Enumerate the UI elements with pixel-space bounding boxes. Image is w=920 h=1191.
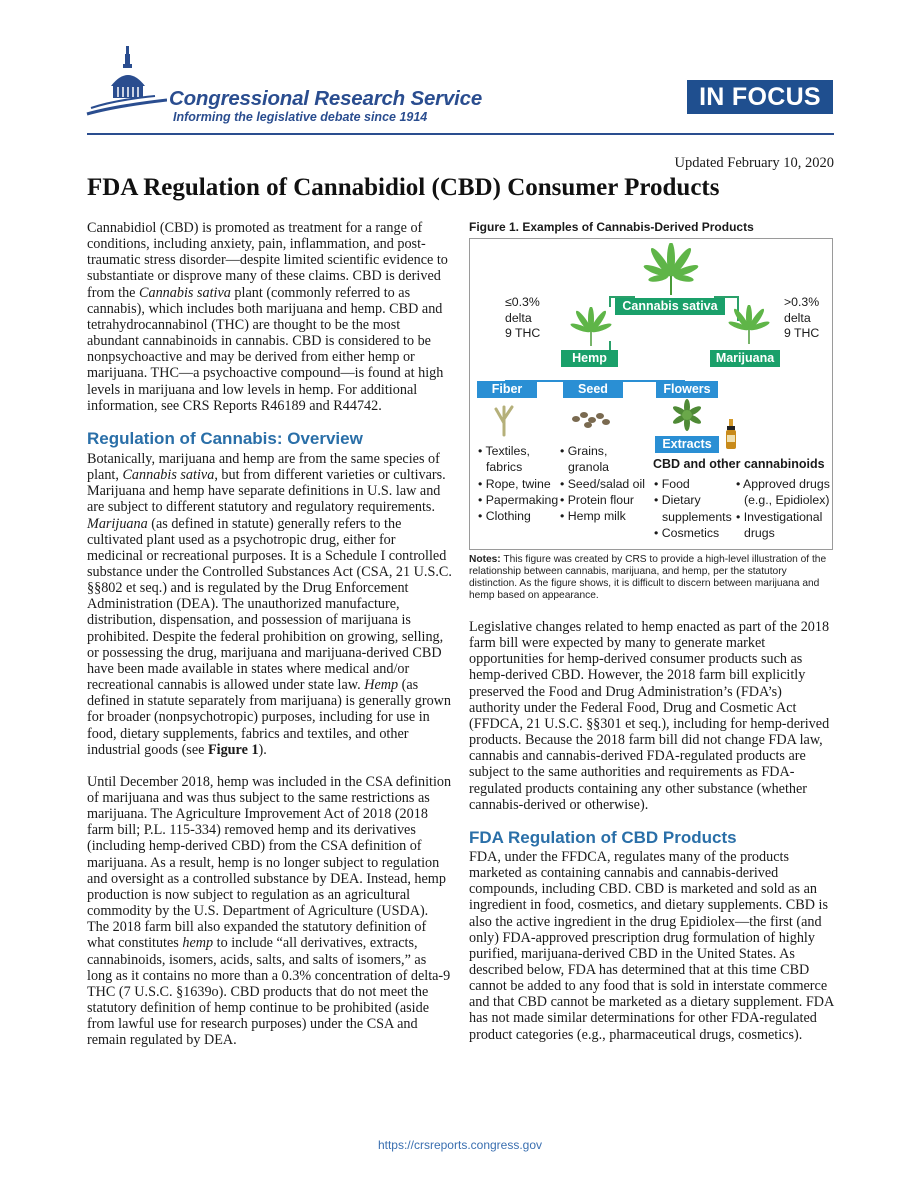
flower-bud-icon [670, 399, 704, 431]
right-column [469, 619, 835, 1043]
page-title: FDA Regulation of Cannabidiol (CBD) Consumer Products [87, 174, 720, 201]
oil-dropper-bottle-icon [724, 419, 738, 451]
org-name: Congressional Research Service [169, 87, 483, 110]
seed-label: Seed [563, 381, 623, 398]
seeds-icon [566, 405, 616, 431]
flowers-label: Flowers [656, 381, 718, 398]
intro-paragraph: Cannabidiol (CBD) is promoted as treatment for a range of conditions, including anxiety, pain, inflammation, and post-traumatic stress disorder—despite limited scientific evidence to substantiate or disprove many of these claims. CBD is derived from the Cannabis sativa plant (commonly referred to as cannabis), which includes both marijuana and hemp. CBD and tetrahydrocannabinol (THC) are thought to be the most abundant cannabinoids in cannabis. CBD is considered to be nonpsychoactive and may be derived from either hemp or marijuana. THC—a psychoactive compound—is found at high levels in marijuana and low levels in hemp. For additional information, see CRS Reports R46189 and R44742. [87, 220, 448, 414]
updated-date: Updated February 10, 2020 [674, 155, 834, 171]
cannabis-sativa-label: Cannabis sativa [615, 298, 725, 315]
fiber-label: Fiber [477, 381, 537, 398]
left-column [87, 220, 453, 1049]
figure-notes: Notes: This figure was created by CRS to provide a high-level illustration of the relationship between cannabis, marijuana, and hemp, per the statutory distinction. As the figure shows, it is difficult to discern between marijuana and hemp based on appearance. [469, 554, 827, 601]
capitol-dome-logo [85, 40, 167, 120]
figure-1 [469, 238, 833, 550]
extract-products-list-left: • Food • Dietary supplements • Cosmetics [654, 477, 732, 540]
footer-url[interactable]: https://crsreports.congress.gov [377, 1138, 543, 1152]
fiber-products-list: • Textiles, fabrics • Rope, twine • Papermaking • Clothing [478, 444, 559, 524]
in-focus-badge: IN FOCUS [687, 80, 833, 114]
cbd-heading: CBD and other cannabinoids [653, 457, 825, 471]
overview-paragraph: Botanically, marijuana and hemp are from the same species of plant, Cannabis sativa, but from different varieties or cultivars. Marijuana and hemp have separate definitions in U.S. law and are subject to different statutory and regulatory requirements. Marijuana (as defined in statute) generally refers to the cultivated plant used as a psychotropic drug, either for medicinal or recreational purposes. It is a Schedule I controlled substance under the Controlled Substances Act (CSA, 21 U.S.C. §§802 et seq.) and is regulated by the Drug Enforcement Administration (DEA). The unauthorized manufacture, distribution, dispensation, and possession of marijuana is prohibited. Despite the federal prohibition on growing, selling, or possessing the drug, marijuana and marijuana-derived CBD have been made available in states where medical and/or recreational cannabis is allowed under state law. Hemp (as defined in statute separately from marijuana) is generally grown for broader (nonpsychotropic) purposes, including for use in food, dietary supplements, fabrics and textiles, and other industrial goods (see Figure 1). [87, 450, 452, 758]
cannabis-leaf-icon [641, 243, 701, 299]
fiber-stalk-icon [490, 401, 518, 437]
extracts-label: Extracts [655, 436, 719, 453]
section-heading-fda: FDA Regulation of CBD Products [469, 827, 737, 847]
farm-bill-paragraph: Until December 2018, hemp was included in the CSA definition of marijuana and was thus subject to the same restrictions as marijuana. The Agriculture Improvement Act of 2018 (2018 farm bill; P.L. 115-334) removed hemp and its derivatives (including hemp-derived CBD) from the CSA definition of marijuana. As a result, hemp is no longer subject to regulation and oversight as a controlled substance by DEA. Instead, hemp production is now subject to regulation as an agricultural commodity by the U.S. Department of Agriculture (USDA). The 2018 farm bill also expanded the statutory definition of what constitutes hemp to include “all derivatives, extracts, cannabinoids, isomers, acids, salts, and salts of isomers,” as long as it contains no more than a 0.3% concentration of delta-9 THC (7 U.S.C. §1639o). CBD products that do not meet the statutory definition of hemp continue to be prohibited (aside from lawful use for research purposes) under the CSA and remain regulated by DEA. [87, 773, 452, 1049]
legislative-changes-paragraph: Legislative changes related to hemp enacted as part of the 2018 farm bill were expected by many to generate market opportunities for hemp-derived consumer products such as hemp-derived CBD. However, the 2018 farm bill explicitly preserved the Food and Drug Administration’s (FDA’s) authority under the Federal Food, Drug and Cosmetic Act (FFDCA, 21 U.S.C. §§301 et seq.), including for hemp-derived products. Because the 2018 farm bill did not change FDA law, cannabis and cannabis-derived FDA-regulated products are subject to the same authorities and requirements as FDA-regulated products containing any other substance (whether cannabis-derived or otherwise). [469, 619, 830, 813]
header [0, 0, 920, 140]
right-thc-threshold: >0.3% delta 9 THC [784, 295, 820, 340]
section-heading-overview: Regulation of Cannabis: Overview [87, 428, 363, 448]
hemp-leaf-icon [568, 307, 614, 349]
hemp-label: Hemp [561, 350, 618, 367]
fda-paragraph: FDA, under the FFDCA, regulates many of the products marketed as containing cannabis and cannabis-derived compounds, including CBD. CBD is marketed and sold as an ingredient in food, cosmetics, and dietary supplements. CBD is also the active ingredient in the drug Epidiolex—the first (and only) FDA-approved prescription drug formulation of highly purified, marijuana-derived CBD in the United States. As described below, FDA has determined that at this time CBD cannot be added to any food that is sold in interstate commerce and that CBD cannot be marketed as a dietary supplement. FDA has not made similar determinations for other FDA-regulated product categories (e.g., pharmaceutical drugs, cosmetics). [469, 848, 834, 1043]
header-rule [87, 133, 834, 135]
marijuana-label: Marijuana [710, 350, 780, 367]
seed-products-list: • Grains, granola • Seed/salad oil • Protein flour • Hemp milk [560, 444, 645, 524]
figure-title: Figure 1. Examples of Cannabis-Derived Products [469, 220, 754, 234]
org-tagline: Informing the legislative debate since 1914 [173, 110, 428, 124]
left-thc-threshold: ≤0.3% delta 9 THC [505, 295, 541, 340]
marijuana-leaf-icon [726, 305, 772, 347]
extract-products-list-right: • Approved drugs (e.g., Epidiolex) • Investigational drugs [736, 477, 830, 540]
